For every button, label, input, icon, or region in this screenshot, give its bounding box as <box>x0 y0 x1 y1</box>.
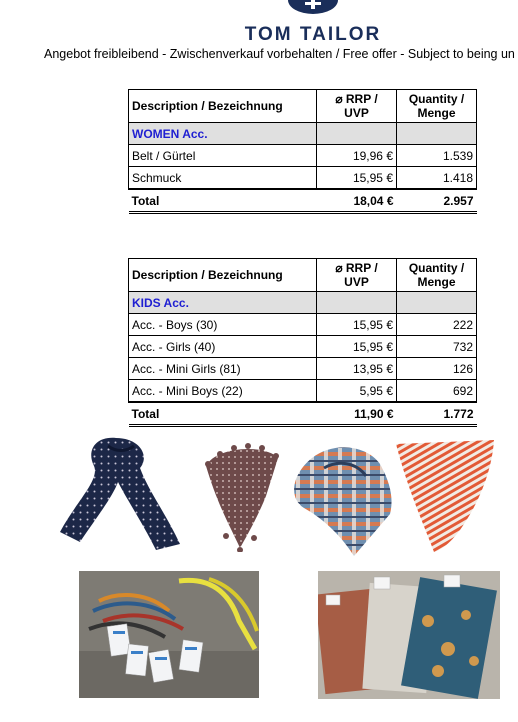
row-rrp: 15,95 € <box>317 167 397 190</box>
table-row <box>129 358 477 380</box>
packaged-scarves-photo <box>318 571 500 699</box>
brown-dotted-scarf-photo <box>196 436 286 552</box>
row-description: Acc. - Boys (30) <box>129 314 317 336</box>
group-row <box>129 292 477 314</box>
total-rrp: 11,90 € <box>317 402 397 426</box>
row-description: Acc. - Mini Girls (81) <box>129 358 317 380</box>
brand-name: TOM TAILOR <box>244 24 382 42</box>
group-label: WOMEN Acc. <box>129 123 317 145</box>
table-row <box>129 167 477 190</box>
row-description: Acc. - Girls (40) <box>129 336 317 358</box>
row-description: Belt / Gürtel <box>129 145 317 167</box>
table-header <box>129 259 477 292</box>
total-quantity: 1.772 <box>397 402 477 426</box>
group-row <box>129 123 477 145</box>
total-label: Total <box>129 189 317 213</box>
header-quantity: Quantity / Menge <box>397 90 477 123</box>
header-description: Description / Bezeichnung <box>129 259 317 292</box>
striped-scarf-photo <box>394 440 498 552</box>
row-description: Schmuck <box>129 167 317 190</box>
row-rrp: 15,95 € <box>317 314 397 336</box>
row-quantity: 222 <box>397 314 477 336</box>
row-description: Acc. - Mini Boys (22) <box>129 380 317 403</box>
total-label: Total <box>129 402 317 426</box>
table-header <box>129 90 477 123</box>
table-row <box>129 380 477 403</box>
header-rrp: ⌀ RRP / UVP <box>317 90 397 123</box>
women-acc-table <box>128 89 477 214</box>
table-row <box>129 336 477 358</box>
kids-acc-table <box>128 258 477 427</box>
total-rrp: 18,04 € <box>317 189 397 213</box>
row-quantity: 732 <box>397 336 477 358</box>
total-row <box>129 189 477 213</box>
disclaimer-text: Angebot freibleibend - Zwischenverkauf vorbehalten / Free offer - Subject to being un <box>44 47 515 61</box>
row-rrp: 15,95 € <box>317 336 397 358</box>
header-rrp: ⌀ RRP / UVP <box>317 259 397 292</box>
tom-tailor-logo <box>0 0 518 42</box>
row-rrp: 5,95 € <box>317 380 397 403</box>
header-description: Description / Bezeichnung <box>129 90 317 123</box>
row-quantity: 692 <box>397 380 477 403</box>
row-quantity: 1.539 <box>397 145 477 167</box>
group-label: KIDS Acc. <box>129 292 317 314</box>
table-row <box>129 314 477 336</box>
belts-photo <box>79 571 259 698</box>
table-row <box>129 145 477 167</box>
plaid-scarf-photo <box>282 438 396 558</box>
header-quantity: Quantity / Menge <box>397 259 477 292</box>
row-rrp: 13,95 € <box>317 358 397 380</box>
row-rrp: 19,96 € <box>317 145 397 167</box>
row-quantity: 1.418 <box>397 167 477 190</box>
row-quantity: 126 <box>397 358 477 380</box>
navy-dotted-scarf-photo <box>56 432 190 556</box>
total-row <box>129 402 477 426</box>
total-quantity: 2.957 <box>397 189 477 213</box>
